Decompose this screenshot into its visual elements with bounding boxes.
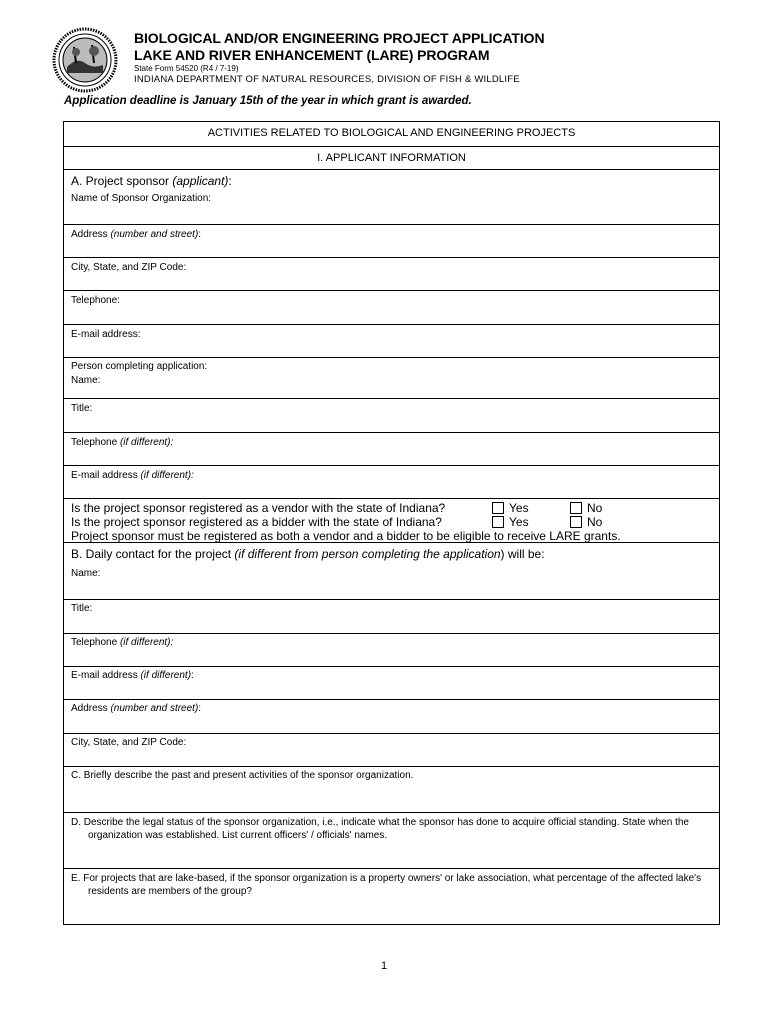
address-label: Address (number and street): — [71, 229, 202, 240]
contact-email-label: E-mail address (if different): — [71, 670, 194, 681]
vendor-bidder-row — [64, 498, 719, 542]
org-name-label: Name of Sponsor Organization: — [71, 193, 212, 204]
contact-title-field[interactable] — [64, 599, 719, 633]
contact-address-label: Address (number and street): — [71, 703, 202, 714]
section-c-label: C. Briefly describe the past and present activities of the sponsor organization. — [71, 770, 414, 781]
form-title-line2: LAKE AND RIVER ENHANCEMENT (LARE) PROGRAM — [134, 47, 490, 63]
title-field[interactable] — [64, 398, 719, 432]
vendor-yes-label: Yes — [509, 501, 529, 515]
bidder-question: Is the project sponsor registered as a bidder with the state of Indiana? — [71, 515, 442, 529]
application-form — [63, 121, 720, 925]
address-field[interactable] — [64, 224, 719, 257]
application-deadline: Application deadline is January 15th of the year in which grant is awarded. — [64, 95, 472, 107]
section-title-row — [64, 146, 719, 169]
vendor-question: Is the project sponsor registered as a vendor with the state of Indiana? — [71, 501, 446, 515]
vendor-no-label: No — [587, 501, 603, 515]
telephone-field[interactable] — [64, 290, 719, 324]
agency-name: INDIANA DEPARTMENT OF NATURAL RESOURCES, DIVISION OF FISH & WILDLIFE — [134, 74, 520, 85]
indiana-state-seal-icon — [52, 27, 118, 93]
bidder-no-checkbox[interactable] — [570, 516, 582, 528]
section-e-label: E. For projects that are lake-based, if the sponsor organization is a property owners' or lake association, what percentage of the affected lake's residents are members of the group? — [71, 873, 702, 897]
contact-email-field[interactable] — [64, 666, 719, 699]
telephone2-label: Telephone (if different): — [71, 437, 174, 448]
form-title-line1: BIOLOGICAL AND/OR ENGINEERING PROJECT APPLICATION — [134, 30, 545, 46]
section-c-field[interactable] — [64, 766, 719, 812]
section-b-label: B. Daily contact for the project (if different from person completing the application) will be: — [71, 547, 545, 561]
contact-city-label: City, State, and ZIP Code: — [71, 737, 187, 748]
form-heading: ACTIVITIES RELATED TO BIOLOGICAL AND ENGINEERING PROJECTS — [207, 127, 576, 139]
city-field[interactable] — [64, 257, 719, 290]
person-label-line2: Name: — [71, 375, 101, 386]
contact-title-label: Title: — [71, 603, 93, 614]
vendor-note: Project sponsor must be registered as both a vendor and a bidder to be eligible to receive LARE grants. — [71, 529, 621, 543]
contact-address-field[interactable] — [64, 699, 719, 733]
contact-telephone-field[interactable] — [64, 633, 719, 666]
form-heading-row — [64, 122, 719, 146]
vendor-yes-checkbox[interactable] — [492, 502, 504, 514]
email2-label: E-mail address (if different): — [71, 470, 194, 481]
email-field[interactable] — [64, 324, 719, 357]
contact-name-label: Name: — [71, 568, 101, 579]
bidder-yes-checkbox[interactable] — [492, 516, 504, 528]
title-label: Title: — [71, 403, 93, 414]
section-title: I. APPLICANT INFORMATION — [317, 152, 466, 164]
telephone2-field[interactable] — [64, 432, 719, 465]
form-number: State Form 54520 (R4 / 7-19) — [134, 64, 239, 73]
section-e-field[interactable] — [64, 868, 719, 926]
org-name-field[interactable] — [64, 169, 719, 224]
contact-city-field[interactable] — [64, 733, 719, 766]
person-name-field[interactable] — [64, 357, 719, 398]
vendor-no-checkbox[interactable] — [570, 502, 582, 514]
section-d-field[interactable] — [64, 812, 719, 868]
telephone-label: Telephone: — [71, 295, 120, 306]
person-label-line1: Person completing application: — [71, 361, 208, 372]
email-label: E-mail address: — [71, 329, 141, 340]
page-number: 1 — [381, 960, 388, 972]
section-a-label: A. Project sponsor (applicant): — [71, 174, 232, 188]
contact-telephone-label: Telephone (if different): — [71, 637, 174, 648]
bidder-no-label: No — [587, 515, 603, 529]
contact-name-field[interactable] — [64, 542, 719, 599]
email2-field[interactable] — [64, 465, 719, 498]
section-d-label: D. Describe the legal status of the sponsor organization, i.e., indicate what the sponsor has done to acquire official standing. State when the organization was established. List current officers' / officials' names. — [71, 817, 689, 841]
bidder-yes-label: Yes — [509, 515, 529, 529]
city-label: City, State, and ZIP Code: — [71, 262, 187, 273]
